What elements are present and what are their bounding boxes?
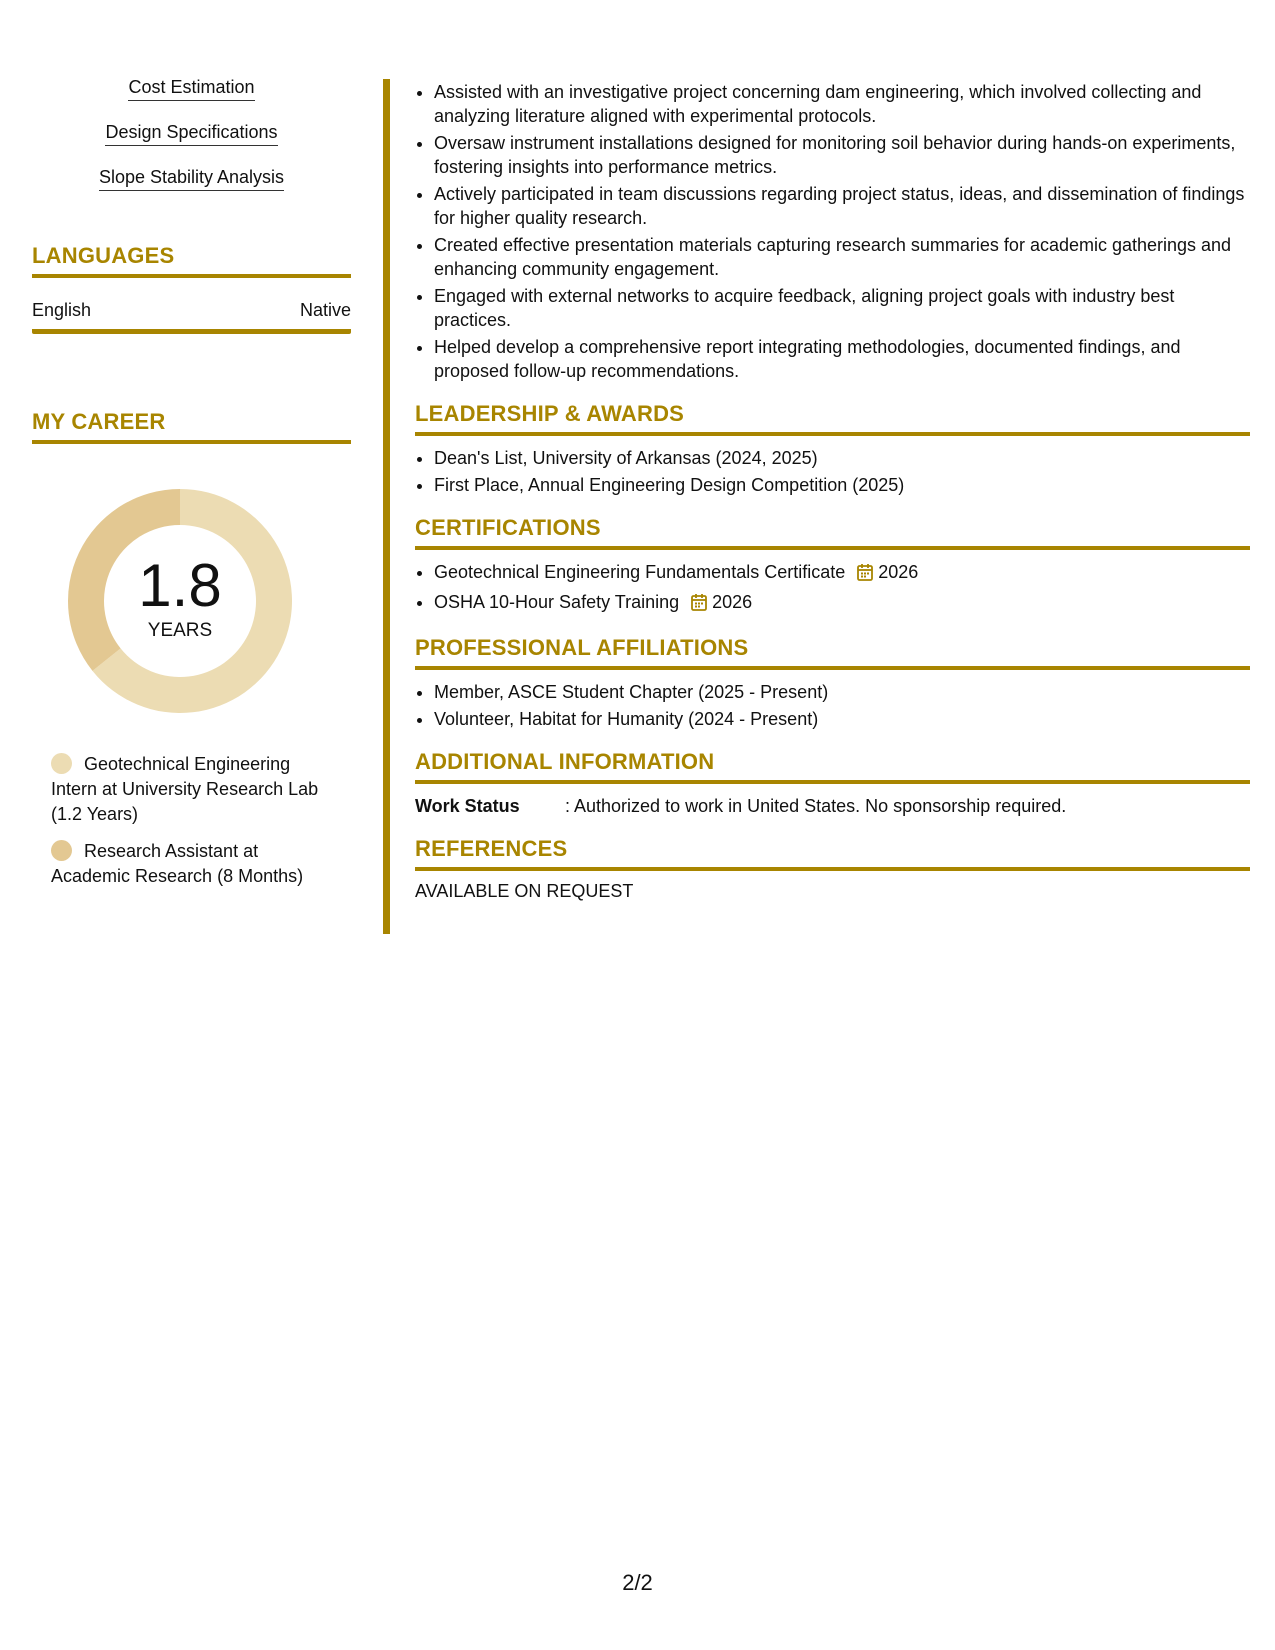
list-item: • Helped develop a comprehensive report integrating methodologies, documented findings, and proposed follow-up recommendations. (434, 335, 1250, 383)
additional-info-title: ADDITIONAL INFORMATION (415, 749, 1250, 784)
career-title: MY CAREER (32, 409, 351, 444)
page-number: 2/2 (622, 1570, 653, 1595)
skills-list (32, 76, 351, 211)
calendar-icon (857, 563, 873, 587)
list-item: • First Place, Annual Engineering Design Competition (2025) (434, 473, 1250, 497)
career-legend (51, 752, 341, 889)
work-status-row (415, 794, 1250, 818)
cert-year: 2026 (878, 562, 919, 582)
list-item: • Created effective presentation materials capturing research summaries for academic gatherings and enhancing community engagement. (434, 233, 1250, 281)
leadership-title: LEADERSHIP & AWARDS (415, 401, 1250, 436)
leadership-list (415, 446, 1250, 497)
list-item: • Volunteer, Habitat for Humanity (2024 - Present) (434, 707, 1250, 731)
calendar-icon (691, 593, 707, 617)
languages-title: LANGUAGES (32, 243, 351, 278)
certifications-title: CERTIFICATIONS (415, 515, 1250, 550)
work-status-value: : Authorized to work in United States. No sponsorship required. (565, 796, 1067, 816)
cert-year: 2026 (712, 592, 753, 612)
references-text: AVAILABLE ON REQUEST (415, 881, 634, 901)
skill-item: Slope Stability Analysis (99, 166, 284, 191)
certifications-list (415, 560, 1250, 617)
column-divider (383, 79, 390, 934)
list-item: • Dean's List, University of Arkansas (2024, 2025) (434, 446, 1250, 470)
skill-item: Design Specifications (105, 121, 277, 146)
language-row (32, 278, 351, 334)
legend-label: Geotechnical Engineering Intern at University Research Lab (1.2 Years) (51, 754, 319, 824)
career-donut-chart (65, 486, 295, 716)
career-total-years: 1.8 (138, 552, 222, 619)
experience-bullets (415, 80, 1250, 383)
skill-item: Cost Estimation (128, 76, 254, 101)
legend-dot (51, 840, 72, 861)
affiliations-list (415, 680, 1250, 731)
list-item: • Oversaw instrument installations designed for monitoring soil behavior during hands-on experiments, fostering insights into performance metrics. (434, 131, 1250, 179)
list-item: • Actively participated in team discussions regarding project status, ideas, and dissemination of findings for higher quality research. (434, 182, 1250, 230)
legend-dot (51, 753, 72, 774)
affiliations-title: PROFESSIONAL AFFILIATIONS (415, 635, 1250, 670)
legend-item (51, 839, 341, 889)
language-name: English (32, 300, 92, 320)
work-status-label: Work Status (415, 796, 520, 816)
list-item: • Assisted with an investigative project concerning dam engineering, which involved collecting and analyzing literature aligned with experimental protocols. (434, 80, 1250, 128)
career-total-unit: YEARS (147, 620, 213, 641)
legend-label: Research Assistant at Academic Research (8 Months) (51, 841, 304, 886)
list-item (434, 560, 1250, 587)
language-level: Native (299, 300, 351, 320)
list-item (434, 590, 1250, 617)
main-content (415, 80, 1250, 902)
cert-name: OSHA 10-Hour Safety Training (434, 592, 680, 612)
list-item: • Member, ASCE Student Chapter (2025 - Present) (434, 680, 1250, 704)
cert-name: Geotechnical Engineering Fundamentals Certificate (434, 562, 846, 582)
list-item: • Engaged with external networks to acquire feedback, aligning project goals with industry best practices. (434, 284, 1250, 332)
legend-item (51, 752, 341, 827)
sidebar (32, 76, 351, 901)
references-title: REFERENCES (415, 836, 1250, 871)
